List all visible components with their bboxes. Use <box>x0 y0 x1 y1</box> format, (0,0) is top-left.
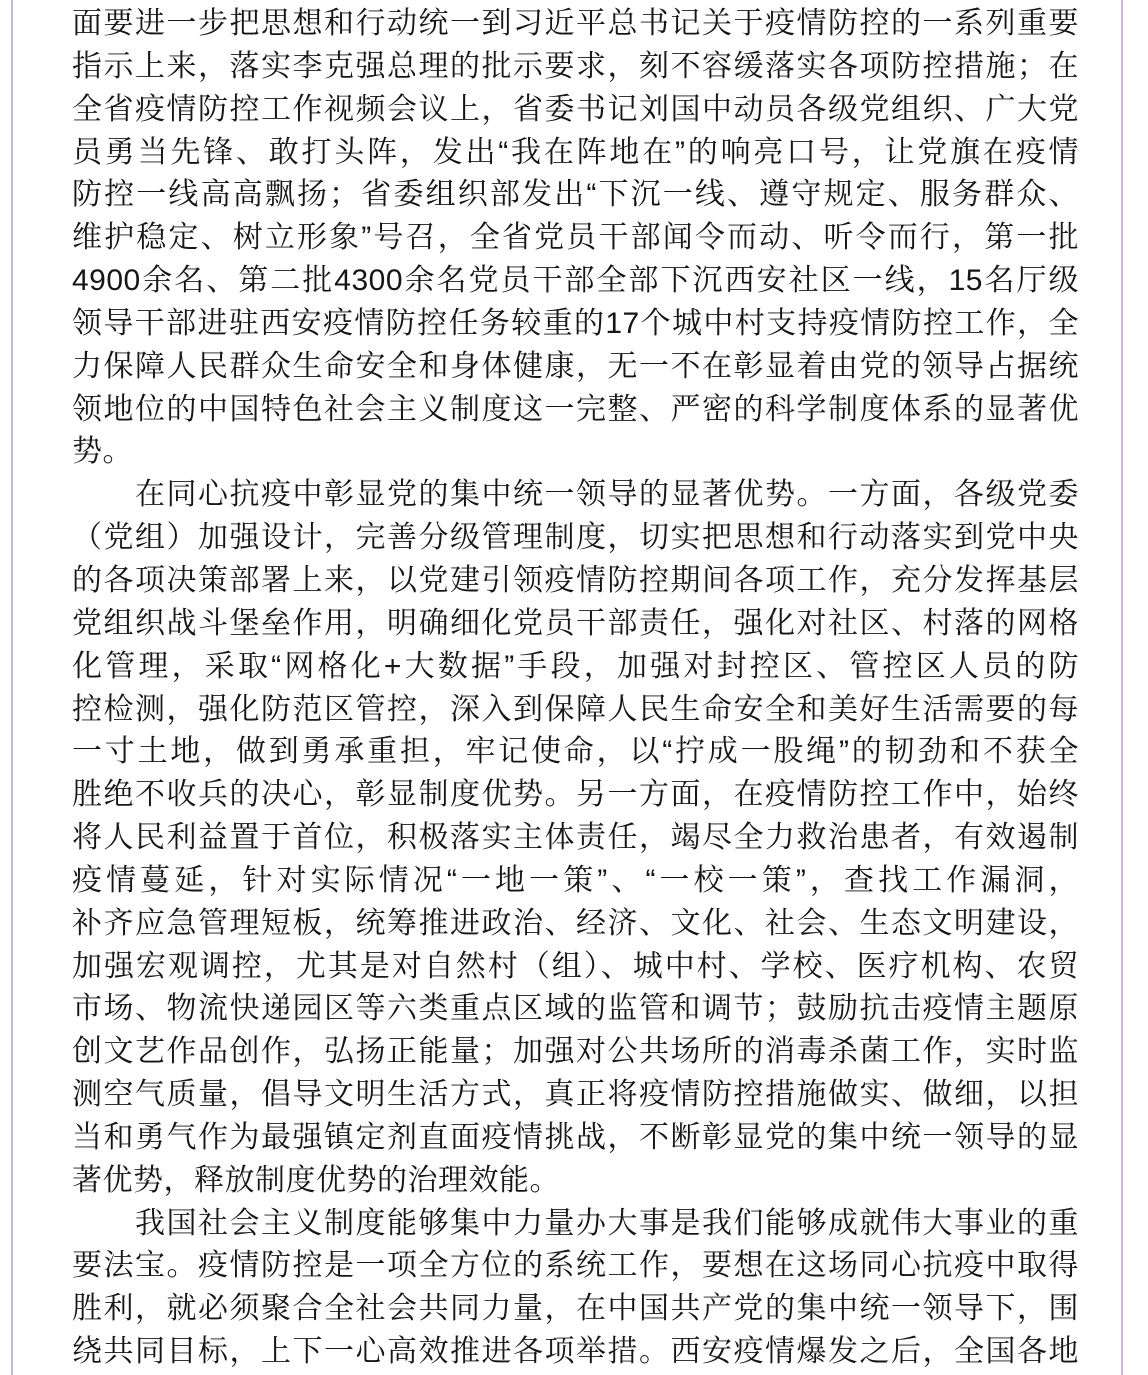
document-page-text <box>72 3 1079 1374</box>
text-line: 化管理，采取“网格化+大数据”手段，加强对封控区、管控区人员的防 <box>72 649 1079 683</box>
page-border-right <box>1121 0 1123 1375</box>
text-line: 指示上来，落实李克强总理的批示要求，刻不容缓落实各项防控措施；在 <box>72 49 1079 83</box>
text-line: 创文艺作品创作，弘扬正能量；加强对公共场所的消毒杀菌工作，实时监 <box>72 1035 1079 1069</box>
text-line: 当和勇气作为最强镇定剂直面疫情挑战，不断彰显党的集中统一领导的显 <box>72 1120 1079 1154</box>
text-line: 维护稳定、树立形象”号召，全省党员干部闻令而动、听令而行，第一批 <box>72 221 1079 255</box>
text-line: 势。 <box>72 435 133 469</box>
text-line: （党组）加强设计，完善分级管理制度，切实把思想和行动落实到党中央 <box>72 521 1079 555</box>
text-line: 补齐应急管理短板，统筹推进政治、经济、文化、社会、生态文明建设， <box>72 906 1079 940</box>
text-line: 测空气质量，倡导文明生活方式，真正将疫情防控措施做实、做细，以担 <box>72 1078 1079 1112</box>
text-line: 市场、物流快递园区等六类重点区域的监管和调节；鼓励抗击疫情主题原 <box>72 992 1079 1026</box>
text-line: 面要进一步把思想和行动统一到习近平总书记关于疫情防控的一系列重要 <box>72 7 1079 40</box>
text-line: 要法宝。疫情防控是一项全方位的系统工作，要想在这场同心抗疫中取得 <box>72 1249 1079 1283</box>
text-line: 胜绝不收兵的决心，彰显制度优势。另一方面，在疫情防控工作中，始终 <box>72 778 1079 812</box>
text-line: 4900余名、第二批4300余名党员干部全部下沉西安社区一线，15名厅级 <box>72 264 1079 298</box>
text-line: 领地位的中国特色社会主义制度这一完整、严密的科学制度体系的显著优 <box>72 392 1079 426</box>
text-line: 加强宏观调控，尤其是对自然村（组）、城中村、学校、医疗机构、农贸 <box>72 949 1079 983</box>
text-line: 领导干部进驻西安疫情防控任务较重的17个城中村支持疫情防控工作，全 <box>72 306 1079 340</box>
text-line: 在同心抗疫中彰显党的集中统一领导的显著优势。一方面，各级党委 <box>135 478 1079 512</box>
text-line: 的各项决策部署上来，以党建引领疫情防控期间各项工作，充分发挥基层 <box>72 563 1079 597</box>
text-line: 著优势，释放制度优势的治理效能。 <box>72 1163 560 1197</box>
page-border-left <box>11 0 13 1375</box>
text-line: 员勇当先锋、敢打头阵，发出“我在阵地在”的响亮口号，让党旗在疫情 <box>72 135 1079 169</box>
text-line: 绕共同目标，上下一心高效推进各项举措。西安疫情爆发之后，全国各地 <box>72 1335 1079 1369</box>
text-line: 全省疫情防控工作视频会议上，省委书记刘国中动员各级党组织、广大党 <box>72 92 1079 126</box>
text-line: 胜利，就必须聚合全社会共同力量，在中国共产党的集中统一领导下，围 <box>72 1292 1079 1326</box>
text-line: 力保障人民群众生命安全和身体健康，无一不在彰显着由党的领导占据统 <box>72 349 1079 383</box>
text-line: 我国社会主义制度能够集中力量办大事是我们能够成就伟大事业的重 <box>135 1206 1079 1240</box>
text-line: 疫情蔓延，针对实际情况“一地一策”、“一校一策”，查找工作漏洞， <box>72 863 1079 897</box>
text-line: 控检测，强化防范区管控，深入到保障人民生命安全和美好生活需要的每 <box>72 692 1079 726</box>
text-line: 党组织战斗堡垒作用，明确细化党员干部责任，强化对社区、村落的网格 <box>72 606 1079 640</box>
text-line: 一寸土地，做到勇承重担，牢记使命，以“拧成一股绳”的韧劲和不获全 <box>72 735 1079 769</box>
text-line: 将人民利益置于首位，积极落实主体责任，竭尽全力救治患者，有效遏制 <box>72 821 1079 855</box>
text-line: 防控一线高高飘扬；省委组织部发出“下沉一线、遵守规定、服务群众、 <box>72 178 1079 212</box>
